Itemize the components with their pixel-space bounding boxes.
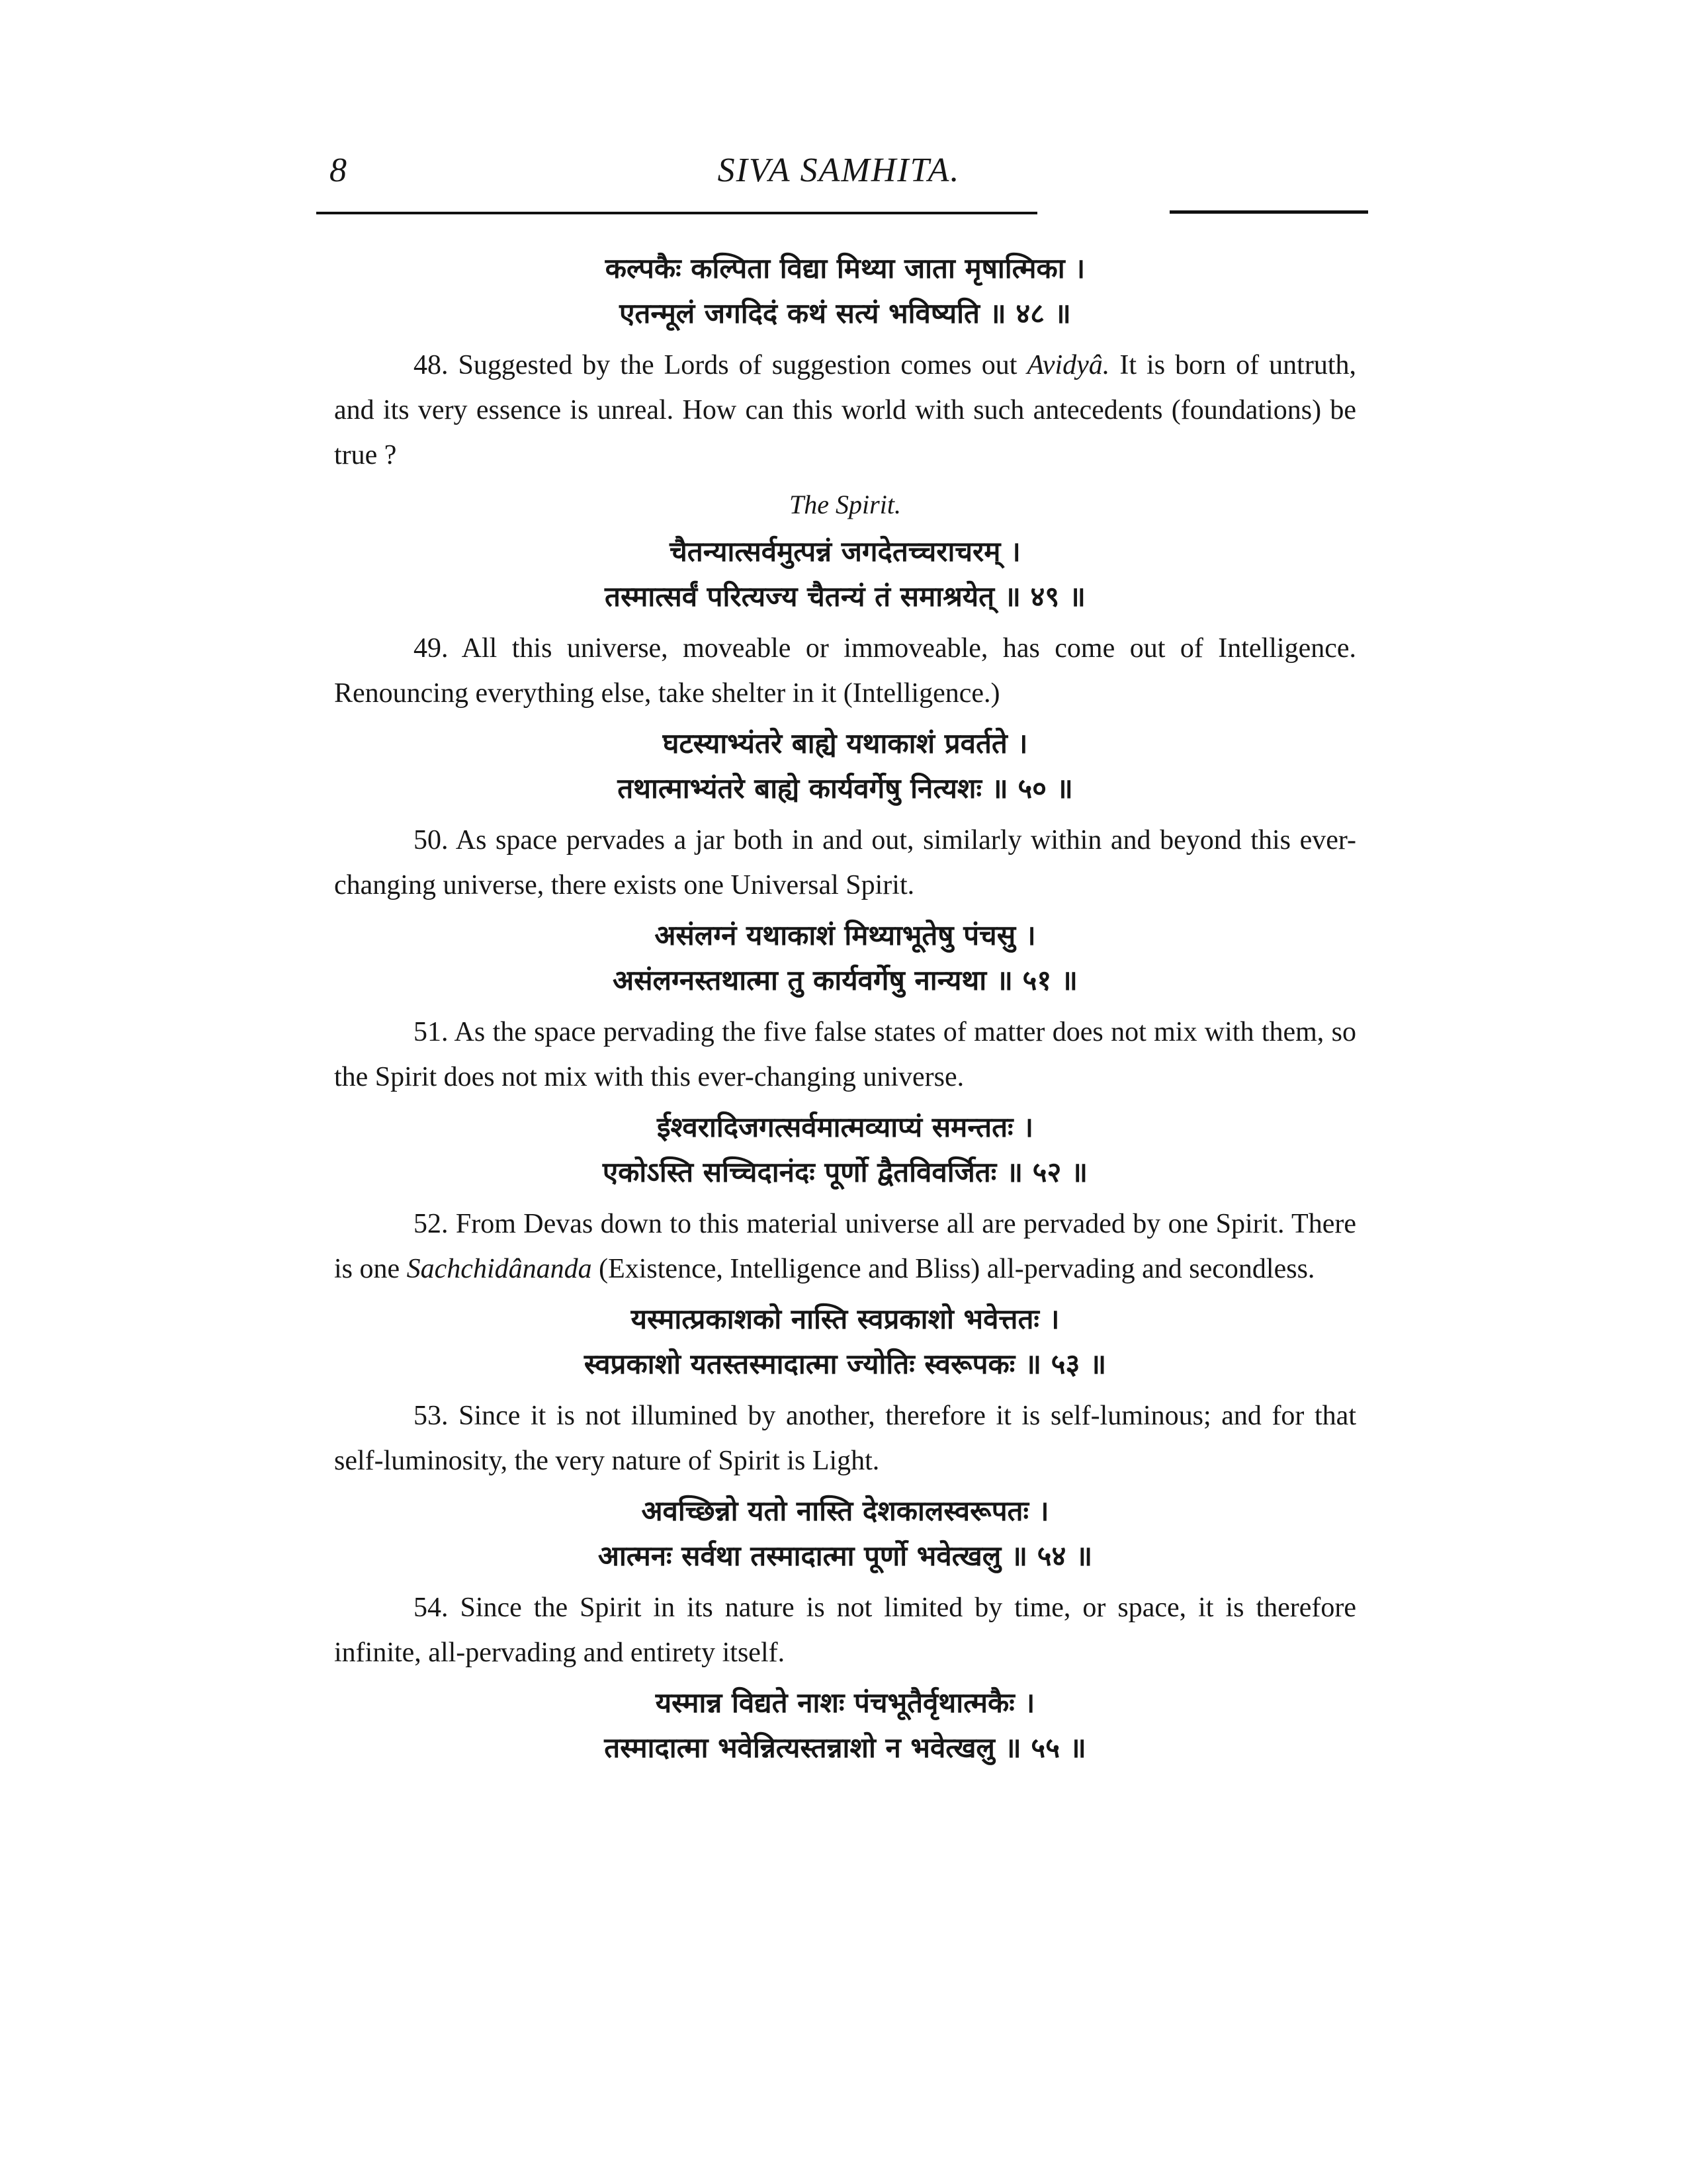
verse-line: तस्मात्सर्वं परित्यज्य चैतन्यं तं समाश्रयेत् ॥ ४९ ॥ (605, 580, 1086, 613)
page-header (316, 146, 1362, 218)
verse-line: तस्मादात्मा भवेन्नित्यस्तन्नाशो न भवेत्खलु ॥ ५५ ॥ (604, 1731, 1086, 1764)
sanskrit-verse-52 (334, 1105, 1356, 1195)
sanskrit-verse-50 (334, 721, 1356, 811)
sanskrit-verse-51 (334, 913, 1356, 1003)
term-sachchidananda: Sachchidânanda (406, 1254, 592, 1284)
verse-line: घटस्याभ्यंतरे बाह्ये यथाकाशं प्रवर्तते । (662, 727, 1028, 760)
header-rule-right (1170, 210, 1368, 214)
translation-48: 48. Suggested by the Lords of suggestion comes out Avidyâ. It is born of untruth, and its very essence is unreal. How can this world with such antecedents (foundations) be true ? (334, 350, 1356, 470)
translation-54: 54. Since the Spirit in its nature is not limited by time, or space, it is therefore infinite, all-pervading and entirety itself. (334, 1593, 1356, 1668)
verse-line: असंलग्नं यथाकाशं मिथ्याभूतेषु पंचसु । (654, 919, 1036, 951)
page-number: 8 (329, 152, 347, 189)
translation-50: 50. As space pervades a jar both in and out, similarly within and beyond this ever-changing universe, there exists one Universal Spirit. (334, 825, 1356, 900)
term-avidya: Avidyâ. (1027, 350, 1110, 380)
verse-line: तथात्माभ्यंतरे बाह्ये कार्यवर्गेषु नित्यशः ॥ ५० ॥ (617, 772, 1073, 805)
running-title: SIVA SAMHITA. (717, 152, 961, 189)
verse-line: यस्मान्न विद्यते नाशः पंचभूतैर्वृथात्मकैः । (655, 1686, 1035, 1719)
page-body (334, 246, 1356, 1777)
verse-line: एतन्मूलं जगदिदं कथं सत्यं भविष्यति ॥ ४८ ॥ (619, 297, 1071, 329)
translation-51: 51. As the space pervading the five false states of matter does not mix with them, so the Spirit does not mix with this ever-changing universe. (334, 1017, 1356, 1092)
translation-49: 49. All this universe, moveable or immoveable, has come out of Intelligence. Renouncing everything else, take shelter in it (Intelligence.) (334, 633, 1356, 709)
verse-line: चैतन्यात्सर्वमुत्पन्नं जगदेतच्चराचरम् । (670, 535, 1021, 568)
verse-line: असंलग्नस्तथात्मा तु कार्यवर्गेषु नान्यथा ॥ ५१ ॥ (613, 964, 1078, 996)
verse-line: कल्पकैः कल्पिता विद्या मिथ्या जाता मृषात्मिका । (605, 252, 1086, 284)
header-rule-left (316, 212, 1037, 214)
translation-53: 53. Since it is not illumined by another, therefore it is self-luminous; and for that self-luminosity, the very nature of Spirit is Light. (334, 1401, 1356, 1476)
verse-line: यस्मात्प्रकाशको नास्ति स्वप्रकाशो भवेत्ततः । (630, 1303, 1060, 1335)
verse-line: आत्मनः सर्वथा तस्मादात्मा पूर्णो भवेत्खलु ॥ ५४ ॥ (597, 1540, 1093, 1572)
verse-line: स्वप्रकाशो यतस्तस्मादात्मा ज्योतिः स्वरूपकः ॥ ५३ ॥ (584, 1348, 1107, 1380)
verse-line: ईश्वरादिजगत्सर्वमात्मव्याप्यं समन्ततः । (656, 1111, 1034, 1143)
sanskrit-verse-55 (334, 1681, 1356, 1770)
verse-line: अवच्छिन्नो यतो नास्ति देशकालस्वरूपतः । (641, 1495, 1049, 1527)
section-heading: The Spirit. (789, 490, 901, 519)
sanskrit-verse-53 (334, 1297, 1356, 1387)
sanskrit-verse-48 (334, 246, 1356, 336)
sanskrit-verse-54 (334, 1489, 1356, 1579)
translation-52: 52. From Devas down to this material universe all are pervaded by one Spirit. There is one Sachchidânanda (Existence, Intelligence and Bliss) all-pervading and secondless. (334, 1209, 1356, 1284)
verse-line: एकोऽस्ति सच्चिदानंदः पूर्णो द्वैतविवर्जितः ॥ ५२ ॥ (602, 1156, 1088, 1188)
sanskrit-verse-49 (334, 529, 1356, 619)
